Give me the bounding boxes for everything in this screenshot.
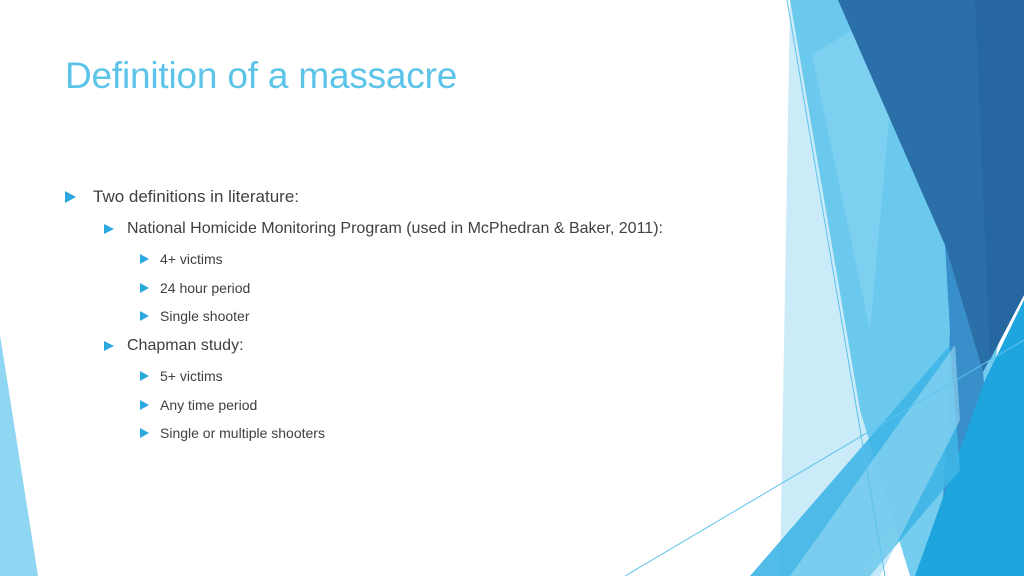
bullet-text: 4+ victims [160,251,223,267]
left-edge-triangle [0,335,38,576]
bullet-level1-definitions [65,187,299,207]
triangle-bullet-icon [65,191,76,203]
bullet-level2-nhmp [104,220,663,238]
triangle-bullet-icon [104,341,114,351]
bullet-text: Chapman study: [127,337,244,354]
bullet-text: 5+ victims [160,368,223,384]
bullet-text: Two definitions in literature: [93,187,299,206]
bullet-level2-chapman [104,337,244,355]
triangle-bullet-icon [140,254,149,264]
bullet-level3-item [140,425,325,441]
bullet-level3-item [140,280,250,296]
triangle-bullet-icon [140,428,149,438]
bullet-text: Single shooter [160,308,250,324]
bullet-text: Any time period [160,397,258,413]
bullet-level3-item [140,368,223,384]
triangle-bullet-icon [104,224,114,234]
bullet-level3-item [140,251,223,267]
bullet-text: 24 hour period [160,280,251,296]
bullet-text: Single or multiple shooters [160,425,325,441]
triangle-bullet-icon [140,371,149,381]
bullet-level3-item [140,397,257,413]
triangle-bullet-icon [140,400,149,410]
bullet-level3-item [140,308,250,324]
slide-title: Definition of a massacre [65,55,458,96]
triangle-bullet-icon [140,283,149,293]
bullet-text: National Homicide Monitoring Program (used in McPhedran & Baker, 2011): [127,220,663,237]
triangle-bullet-icon [140,311,149,321]
